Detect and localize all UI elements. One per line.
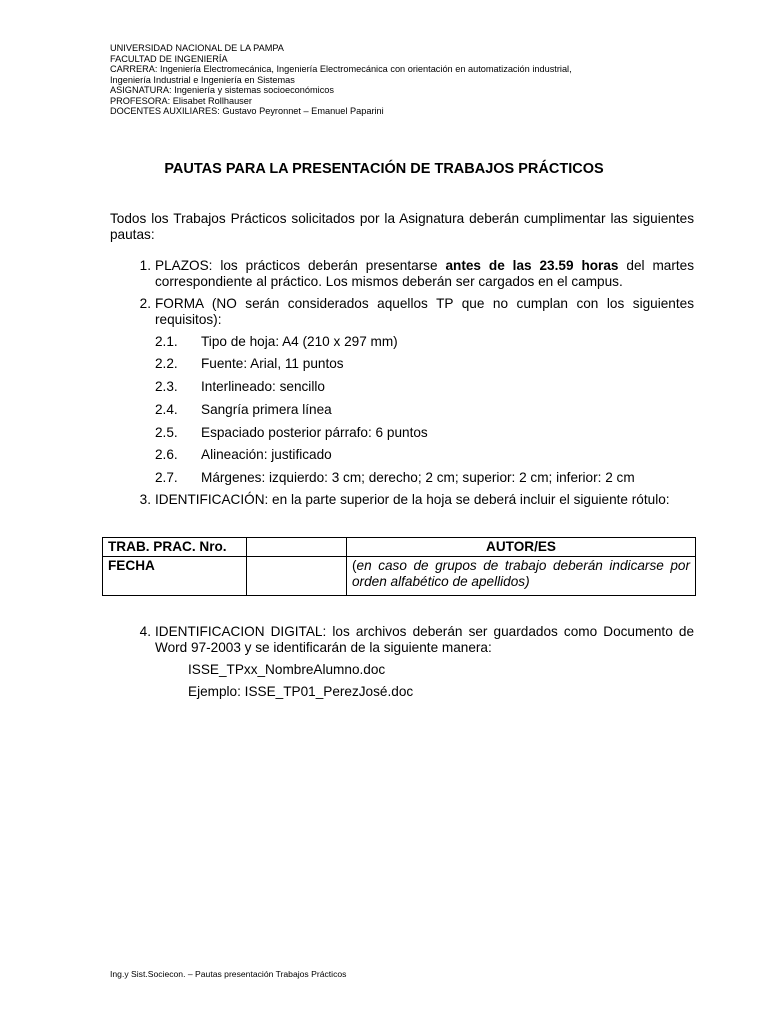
header-career-cont: Ingeniería Industrial e Ingeniería en Sistemas	[110, 74, 295, 85]
page-footer: Ing.y Sist.Sociecon. – Pautas presentación Trabajos Prácticos	[110, 969, 347, 979]
table-cell-empty	[247, 557, 347, 596]
list-item-text: IDENTIFICACIÓN: en la parte superior de la hoja se deberá incluir el siguiente rótulo:	[155, 492, 670, 507]
plazos-text-cont: del martes correspondiente al práctico. Los mismos deberán ser cargados en el campus.	[155, 258, 694, 289]
table-cell-label: TRAB. PRAC. Nro.	[103, 538, 247, 557]
sublist-text: Fuente: Arial, 11 puntos	[201, 356, 344, 371]
filename-example: Ejemplo: ISSE_TP01_PerezJosé.doc	[188, 684, 414, 699]
sublist-text: Interlineado: sencillo	[201, 379, 325, 394]
plazos-deadline: antes de las 23.59 horas	[445, 258, 619, 273]
plazos-text: PLAZOS: los prácticos deberán presentarse	[155, 258, 446, 273]
table-cell-label: FECHA	[103, 557, 247, 596]
table-cell-note	[347, 557, 696, 596]
document-title: PAUTAS PARA LA PRESENTACIÓN DE TRABAJOS PRÁCTICOS	[164, 161, 604, 177]
header-professor: PROFESORA: Elisabet Rollhauser	[110, 95, 252, 106]
table-cell-header: AUTOR/ES	[347, 538, 696, 557]
list-item-text: IDENTIFICACION DIGITAL: los archivos deberán ser guardados como Documento de Word 97-2003 y se identificarán de la siguiente manera:	[155, 624, 694, 655]
sublist-number: 2.7.	[155, 470, 178, 485]
header-career: CARRERA: Ingeniería Electromecánica, Ingeniería Electromecánica con orientación en automatización industrial,	[110, 64, 572, 74]
sublist-number: 2.3.	[155, 379, 178, 394]
sublist-number: 2.1.	[155, 334, 178, 349]
identification-table	[102, 537, 696, 596]
sublist-text: Espaciado posterior párrafo: 6 puntos	[201, 425, 428, 440]
list-number: 2.	[139, 296, 151, 311]
list-item-text	[155, 258, 694, 290]
sublist-text: Sangría primera línea	[201, 402, 332, 417]
note-text: en caso de grupos de trabajo deberán indicarse por orden alfabético de apellidos)	[352, 558, 690, 589]
sublist-number: 2.2.	[155, 356, 178, 371]
sublist-text: Alineación: justificado	[201, 447, 332, 462]
table-row	[103, 538, 696, 557]
list-item-text: FORMA (NO serán considerados aquellos TP que no cumplan con los siguientes requisitos):	[155, 296, 694, 327]
header-subject: ASIGNATURA: Ingeniería y sistemas socioeconómicos	[110, 85, 334, 95]
header-faculty: FACULTAD DE INGENIERÍA	[110, 53, 228, 64]
intro-paragraph: Todos los Trabajos Prácticos solicitados por la Asignatura deberán cumplimentar las siguientes pautas:	[110, 211, 694, 242]
filename-pattern: ISSE_TPxx_NombreAlumno.doc	[188, 662, 386, 677]
document-header	[110, 43, 700, 117]
header-assistants: DOCENTES AUXILIARES: Gustavo Peyronnet – Emanuel Paparini	[110, 106, 384, 116]
header-university: UNIVERSIDAD NACIONAL DE LA PAMPA	[110, 43, 284, 53]
table-row	[103, 557, 696, 596]
sublist-text: Márgenes: izquierdo: 3 cm; derecho; 2 cm; superior: 2 cm; inferior: 2 cm	[201, 470, 635, 485]
note-paren: (	[352, 558, 357, 573]
sublist-number: 2.4.	[155, 402, 178, 417]
list-number: 3.	[139, 492, 151, 507]
list-number: 1.	[139, 258, 151, 273]
sublist-number: 2.6.	[155, 447, 178, 462]
sublist-number: 2.5.	[155, 425, 178, 440]
list-number: 4.	[139, 624, 151, 639]
table-cell-empty	[247, 538, 347, 557]
sublist-text: Tipo de hoja: A4 (210 x 297 mm)	[201, 334, 398, 349]
